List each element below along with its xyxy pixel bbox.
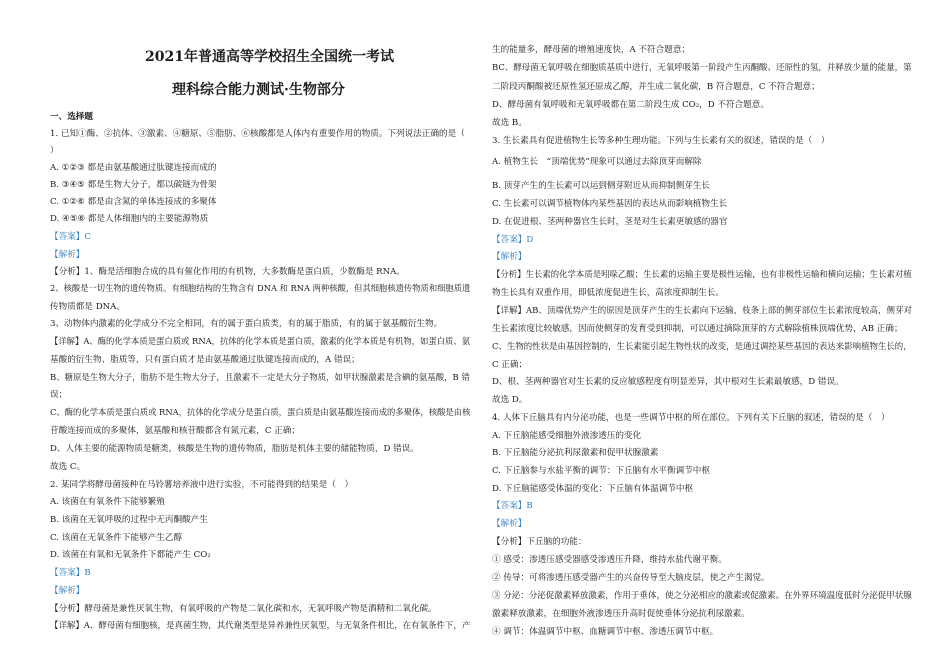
text-line: B. ③④⑤ 都是生物大分子，都以碳链为骨架 — [50, 180, 217, 190]
text-line: 1. 已知①酶、②抗体、③激素、④糖原、⑤脂肪、⑥核酸都是人体内有重要作用的物质。下列说法正确的是（ — [50, 129, 465, 139]
text-line: A. 该菌在有氧条件下能够繁殖 — [50, 497, 165, 507]
text-line: 2. 某同学将酵母菌接种在马铃薯培养液中进行实验，不可能得到的结果是（ ） — [50, 480, 354, 490]
text-line: B. 该菌在无氧呼吸的过程中无丙酮酸产生 — [50, 515, 208, 525]
text-line: B、糖原是生物大分子，脂肪不是生物大分子，且激素不一定是大分子物质，如甲状腺激素是含碘的氨基酸，B 错 — [50, 373, 470, 383]
text-line: 【分析】下丘脑的功能： — [492, 537, 587, 547]
text-line: D、酵母菌有氧呼吸和无氧呼吸都在第二阶段生成 CO₂，D 不符合题意。 — [492, 100, 769, 110]
section-heading: 一、选择题 — [50, 112, 93, 122]
text-line: ① 感受：渗透压感受器感受渗透压升降，维持水盐代谢平衡。 — [492, 555, 727, 565]
analysis-tag: 【解析】 — [50, 586, 85, 596]
text-line: 【详解】A、酶的化学本质是蛋白质或 RNA，抗体的化学本质是蛋白质，激素的化学本质是有机物，如蛋白质、氨 — [50, 337, 471, 347]
text-line: 传物质都是 DNA。 — [50, 302, 125, 312]
text-line: 【分析】1、酶是活细胞合成的具有催化作用的有机物，大多数酶是蛋白质，少数酶是 RNA。 — [50, 267, 405, 277]
analysis-tag: 【解析】 — [50, 250, 85, 260]
text-line: ） — [50, 146, 59, 156]
text-line: 故选 C。 — [50, 462, 86, 472]
text-line: C. 生长素可以调节植物体内某些基因的表达从而影响植物生长 — [492, 199, 728, 209]
text-line: D、根、茎两种器官对生长素的反应敏感程度有明显差异，其中根对生长素最敏感，D 错误。 — [492, 377, 844, 387]
text-line: D. 该菌在有氧和无氧条件下都能产生 CO₂ — [50, 550, 211, 560]
text-line: ③ 分泌：分泌促激素释放激素，作用于垂体，使之分泌相应的激素或促激素。在外界环境温度低时分泌促甲状腺 — [492, 591, 912, 601]
text-line: 二阶段丙酮酸被还原性氢还原成乙醇，并生成二氧化碳，B 符合题意，C 不符合题意； — [492, 82, 820, 92]
text-line: B. 下丘脑能分泌抗利尿激素和促甲状腺激素 — [492, 448, 659, 458]
text-line: 基酸的衍生物、脂质等，只有蛋白质才是由氨基酸通过肽键连接而成的，A 错误； — [50, 355, 360, 365]
text-line: D、人体主要的能源物质是糖类，核酸是生物的遗传物质，脂肪是机体主要的储能物质，D 错误。 — [50, 444, 419, 454]
text-line: D. 下丘脑能感受体温的变化：下丘脑有体温调节中枢 — [492, 484, 694, 494]
text-line: 3、动物体内激素的化学成分不完全相同，有的属于蛋白质类，有的属于脂质，有的属于氨基酸衍生物。 — [50, 319, 443, 329]
text-line: C. ①②⑥ 都是由含氮的单体连接成的多聚体 — [50, 197, 217, 207]
text-line: BC、酵母菌无氧呼吸在细胞质基质中进行，无氧呼吸第一阶段产生丙酮酸、还原性的氢，并释放少量的能量，第 — [492, 63, 912, 73]
answer-tag: 【答案】B — [50, 568, 91, 578]
text-line: 故选 D。 — [492, 395, 528, 405]
text-line: 生长素浓度比较敏感，因而使侧芽的发育受到抑制，可以通过摘除顶芽的方式解除植株顶端优势，AB 正确； — [492, 324, 903, 334]
text-line: 故选 B。 — [492, 118, 527, 128]
text-line: 生的能量多，酵母菌的增殖速度快，A 不符合题意； — [492, 45, 691, 55]
answer-tag: 【答案】D — [492, 235, 534, 245]
text-line: A. ①②③ 都是由氨基酸通过肽键连接而成的 — [50, 163, 217, 173]
text-line: C、酶的化学本质是蛋白质或 RNA，抗体的化学成分是蛋白质，蛋白质是由氨基酸连接而成的多聚体，核酸是由核 — [50, 408, 471, 418]
text-line: C 正确； — [492, 360, 528, 370]
text-line: 【详解】AB、顶端优势产生的原因是顶芽产生的生长素向下运输，枝条上部的侧芽部位生长素浓度较高，侧芽对 — [492, 306, 913, 316]
analysis-tag: 【解析】 — [492, 519, 527, 529]
text-line: 物生长具有双重作用，即低浓度促进生长，高浓度抑制生长。 — [492, 288, 725, 298]
text-line: 【分析】酵母菌是兼性厌氧生物，有氧呼吸的产物是二氧化碳和水，无氧呼吸产物是酒精和二氧化碳。 — [50, 604, 437, 614]
text-line: A. 植物生长 “顶端优势”现象可以通过去除顶芽而解除 — [492, 157, 702, 167]
text-line: B. 顶芽产生的生长素可以运到侧芽附近从而抑制侧芽生长 — [492, 181, 711, 191]
text-line: C. 下丘脑参与水盐平衡的调节：下丘脑有水平衡调节中枢 — [492, 466, 710, 476]
exam-title: 2021年普通高等学校招生全国统一考试 — [145, 49, 394, 65]
answer-tag: 【答案】B — [492, 501, 533, 511]
answer-tag: 【答案】C — [50, 232, 91, 242]
text-line: D. ④⑤⑥ 都是人体细胞内的主要能源物质 — [50, 214, 209, 224]
text-line: 误； — [50, 390, 68, 400]
text-line: 2、核酸是一切生物的遗传物质。有细胞结构的生物含有 DNA 和 RNA 两种核酸，但其细胞核遗传物质和细胞质遗 — [50, 284, 471, 294]
text-line: 4. 人体下丘脑具有内分泌功能，也是一些调节中枢的所在部位。下列有关下丘脑的叙述，错误的是（ ） — [492, 413, 890, 423]
text-line: 苷酸连接而成的多聚体，氨基酸和核苷酸都含有氮元素，C 正确； — [50, 426, 300, 436]
text-line: 3. 生长素具有促进植物生长等多种生理功能。下列与生长素有关的叙述，错误的是（ ） — [492, 136, 830, 146]
text-line: 【详解】A、酵母菌有细胞核，是真菌生物，其代谢类型是异养兼性厌氧型，与无氧条件相比，在有氧条件下，产 — [50, 621, 471, 631]
text-line: C、生物的性状是由基因控制的，生长素能引起生物性状的改变，是通过调控某些基因的表达来影响植物生长的， — [492, 342, 912, 352]
text-line: 【分析】生长素的化学本质是吲哚乙酸；生长素的运输主要是极性运输，也有非极性运输和横向运输；生长素对植 — [492, 270, 912, 280]
text-line: ② 传导：可将渗透压感受器产生的兴奋传导至大脑皮层，使之产生渴觉。 — [492, 573, 770, 583]
text-line: D. 在促进根、茎两种器官生长时，茎是对生长素更敏感的器官 — [492, 217, 728, 227]
text-line: A. 下丘脑能感受细胞外液渗透压的变化 — [492, 431, 642, 441]
exam-subtitle: 理科综合能力测试·生物部分 — [172, 82, 345, 98]
analysis-tag: 【解析】 — [492, 252, 527, 262]
text-line: 激素释放激素，在细胞外液渗透压升高时促使垂体分泌抗利尿激素。 — [492, 609, 750, 619]
text-line: C. 该菌在无氧条件下能够产生乙醇 — [50, 533, 183, 543]
text-line: ④ 调节：体温调节中枢、血糖调节中枢、渗透压调节中枢。 — [492, 627, 719, 637]
